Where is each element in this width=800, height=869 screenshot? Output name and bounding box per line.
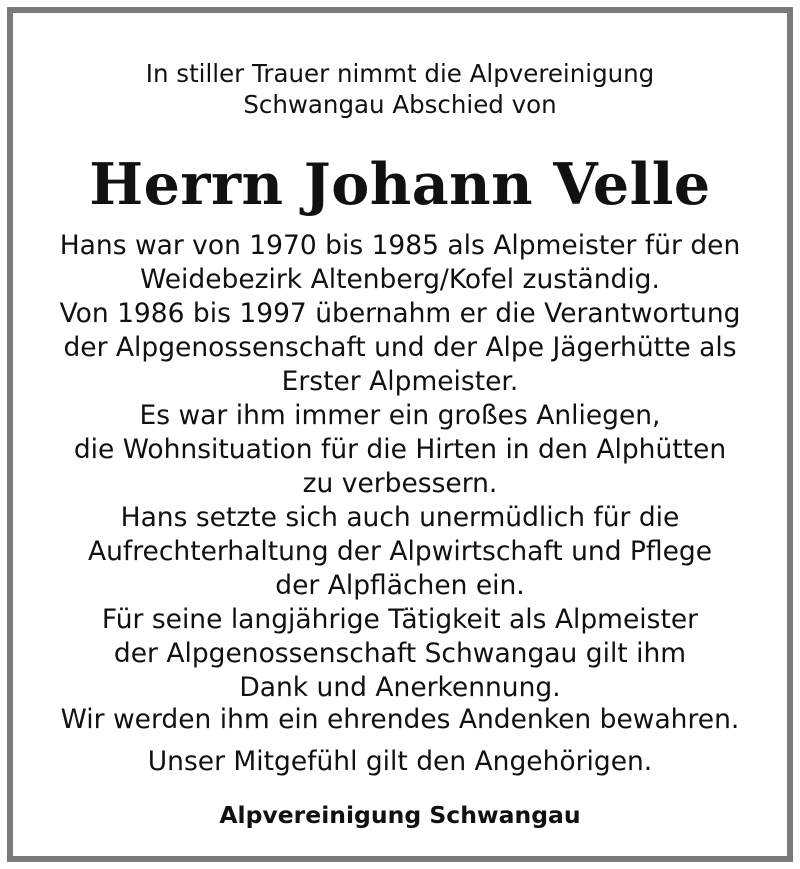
paragraph-line: der Alpgenossenschaft Schwangau gilt ihm: [113, 638, 687, 669]
intro-line: Schwangau Abschied von: [243, 90, 557, 119]
paragraph-line: Hans war von 1970 bis 1985 als Alpmeister für den: [59, 230, 741, 261]
paragraph-line: Erster Alpmeister.: [281, 366, 519, 397]
paragraph-line: Unser Mitgefühl gilt den Angehörigen.: [147, 746, 653, 777]
intro-line: In stiller Trauer nimmt die Alpvereinigung: [145, 59, 655, 88]
paragraph-line: Es war ihm immer ein großes Anliegen,: [139, 400, 661, 431]
paragraph-line: Aufrechterhaltung der Alpwirtschaft und Pflege: [87, 536, 713, 567]
paragraph-responsibility: [13, 297, 787, 399]
obituary-notice: [7, 7, 793, 862]
paragraph-line: Für seine langjährige Tätigkeit als Alpmeister: [101, 604, 699, 635]
paragraph-line: Hans setzte sich auch unermüdlich für die: [120, 502, 680, 533]
deceased-name: Herrn Johann Velle: [89, 151, 711, 218]
paragraph-condolence: [13, 745, 787, 779]
paragraph-gratitude: [13, 603, 787, 705]
paragraph-line: Von 1986 bis 1997 übernahm er die Verantwortung: [59, 298, 741, 329]
paragraph-line: Dank und Anerkennung.: [239, 672, 561, 703]
paragraph-line: die Wohnsituation für die Hirten in den Alphütten: [73, 434, 727, 465]
paragraph-remembrance: [13, 703, 787, 737]
paragraph-tenure: [13, 229, 787, 297]
intro-text: [13, 58, 787, 120]
paragraph-line: der Alpflächen ein.: [275, 570, 525, 601]
signature: Alpvereinigung Schwangau: [219, 801, 581, 829]
paragraph-line: der Alpgenossenschaft und der Alpe Jägerhütte als: [63, 332, 737, 363]
paragraph-concern: [13, 399, 787, 501]
paragraph-line: Weidebezirk Altenberg/Kofel zuständig.: [140, 264, 660, 295]
paragraph-line: Wir werden ihm ein ehrendes Andenken bewahren.: [60, 704, 740, 735]
paragraph-line: zu verbessern.: [302, 468, 498, 499]
paragraph-commitment: [13, 501, 787, 603]
